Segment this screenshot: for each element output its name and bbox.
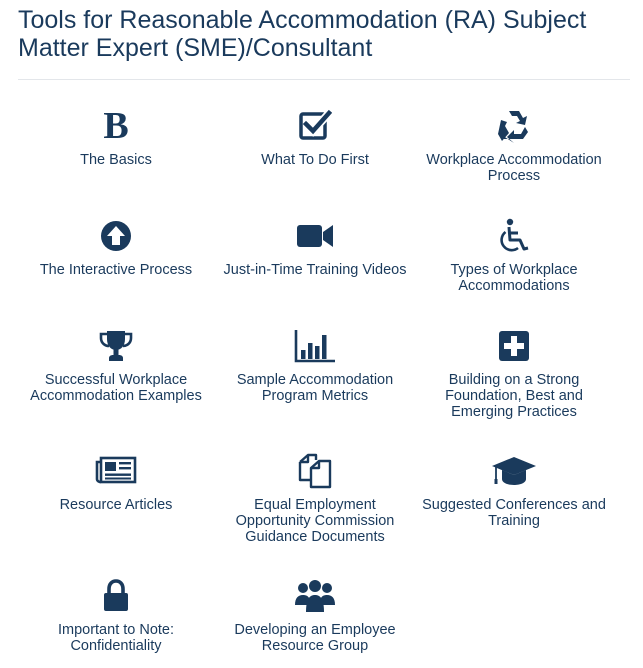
recycle-icon xyxy=(414,108,614,144)
tile-label: Sample Accommodation Program Metrics xyxy=(236,372,394,404)
tile-successful-workplace-accommodation-examples[interactable] xyxy=(16,328,216,404)
title-divider xyxy=(18,79,630,80)
tile-what-to-do-first[interactable] xyxy=(215,108,415,168)
letter-b-icon: B xyxy=(103,105,129,147)
tile-label: What To Do First xyxy=(261,152,369,168)
tile-label: Resource Articles xyxy=(59,497,173,513)
page-title: Tools for Reasonable Accommodation (RA) Subject Matter Expert (SME)/Consultant xyxy=(18,6,587,62)
tile-eeoc-guidance-documents[interactable] xyxy=(215,453,415,545)
bar-chart-icon xyxy=(215,328,415,364)
tile-sample-accommodation-program-metrics[interactable] xyxy=(215,328,415,404)
tile-just-in-time-training-videos[interactable] xyxy=(215,218,415,278)
arrow-up-circle-icon xyxy=(16,218,216,254)
tile-label: Successful Workplace Accommodation Examples xyxy=(30,372,202,404)
tile-label: The Basics xyxy=(80,152,152,168)
plus-square-icon xyxy=(414,328,614,364)
tile-label: Workplace Accommodation Process xyxy=(426,152,602,184)
tile-workplace-accommodation-process[interactable] xyxy=(414,108,614,184)
newspaper-icon xyxy=(16,453,216,489)
wheelchair-icon xyxy=(414,218,614,254)
trophy-icon xyxy=(16,328,216,364)
tile-label: The Interactive Process xyxy=(39,262,193,278)
tile-label: Developing an Employee Resource Group xyxy=(234,622,396,654)
tile-developing-an-employee-resource-group[interactable] xyxy=(215,578,415,654)
tile-label: Important to Note: Confidentiality xyxy=(57,622,175,654)
checkbox-icon xyxy=(215,108,415,144)
tile-the-basics[interactable] xyxy=(16,105,216,168)
lock-icon xyxy=(16,578,216,614)
tile-label: Equal Employment Opportunity Commission Guidance Documents xyxy=(235,497,395,545)
tile-resource-articles[interactable] xyxy=(16,453,216,513)
tile-the-interactive-process[interactable] xyxy=(16,218,216,278)
users-icon xyxy=(215,578,415,614)
tile-label: Suggested Conferences and Training xyxy=(422,497,606,529)
tile-building-on-a-strong-foundation[interactable] xyxy=(414,328,614,420)
documents-icon xyxy=(215,453,415,489)
tile-label: Building on a Strong Foundation, Best and Emerging Practices xyxy=(445,372,583,420)
graduation-cap-icon xyxy=(414,453,614,489)
tile-suggested-conferences-and-training[interactable] xyxy=(414,453,614,529)
video-camera-icon xyxy=(215,218,415,254)
tile-label: Types of Workplace Accommodations xyxy=(450,262,578,294)
tile-important-to-note-confidentiality[interactable] xyxy=(16,578,216,654)
tile-types-of-workplace-accommodations[interactable] xyxy=(414,218,614,294)
tile-label: Just-in-Time Training Videos xyxy=(223,262,407,278)
